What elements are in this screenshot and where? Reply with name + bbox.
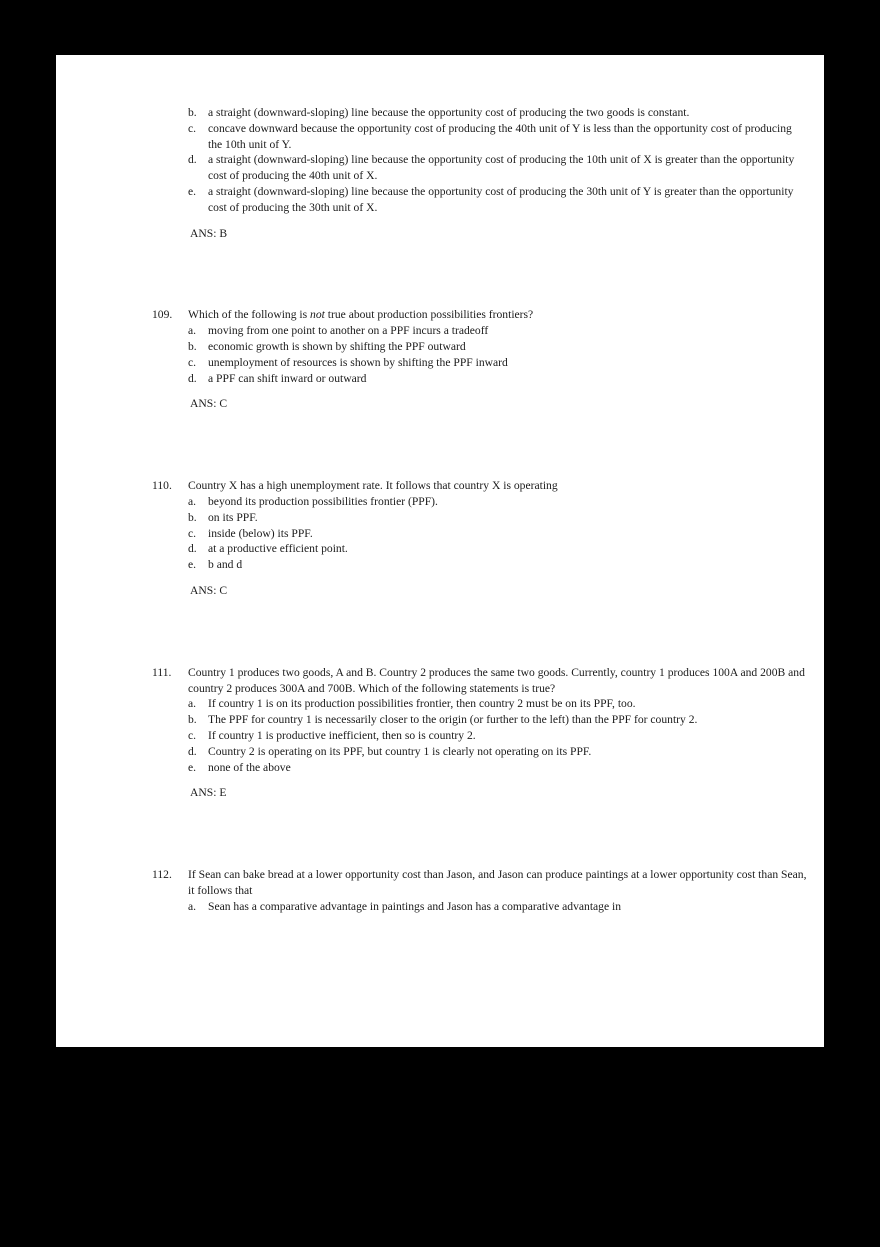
option-item[interactable] bbox=[188, 510, 808, 526]
option-item[interactable] bbox=[188, 121, 808, 153]
option-item[interactable] bbox=[188, 899, 808, 915]
question-number: 110. bbox=[152, 479, 172, 493]
question-number: 111. bbox=[152, 665, 172, 679]
block-gap bbox=[56, 599, 824, 632]
block-gap bbox=[56, 834, 824, 867]
question-row bbox=[56, 307, 824, 386]
question-block-110 bbox=[56, 478, 824, 599]
option-text: The PPF for country 1 is necessarily closer to the origin (or further to the left) than the PPF for country 2. bbox=[208, 713, 698, 727]
option-letter: c. bbox=[188, 121, 197, 135]
option-item[interactable] bbox=[188, 712, 808, 728]
option-text: If country 1 is on its production possibilities frontier, then country 2 must be on its PPF, too. bbox=[208, 697, 636, 711]
block-gap bbox=[56, 241, 824, 274]
option-text: a straight (downward-sloping) line because the opportunity cost of producing the 30th unit of Y is greater than the opportunity cost of producing the 30th unit of X. bbox=[208, 184, 794, 214]
question-body bbox=[188, 867, 824, 914]
stem-part-post: true about production possibilities frontiers? bbox=[324, 308, 534, 322]
option-text: b and d bbox=[208, 558, 243, 572]
option-text: beyond its production possibilities frontier (PPF). bbox=[208, 494, 438, 508]
block-gap bbox=[56, 274, 824, 307]
question-body bbox=[188, 307, 824, 386]
option-text: none of the above bbox=[208, 760, 291, 774]
option-letter: d. bbox=[188, 153, 197, 167]
option-text: unemployment of resources is shown by shifting the PPF inward bbox=[208, 355, 508, 369]
question-stem: If Sean can bake bread at a lower opportunity cost than Jason, and Jason can produce paintings at a lower opportunity cost than Sean, it follows that bbox=[188, 868, 807, 897]
block-gap bbox=[56, 445, 824, 478]
option-item[interactable] bbox=[188, 105, 808, 121]
option-item[interactable] bbox=[188, 371, 808, 387]
option-item[interactable] bbox=[188, 184, 808, 216]
option-text: a straight (downward-sloping) line because the opportunity cost of producing the 10th unit of X is greater than the opportunity cost of producing the 40th unit of X. bbox=[208, 153, 795, 183]
option-letter: a. bbox=[188, 899, 197, 913]
option-item[interactable] bbox=[188, 526, 808, 542]
option-letter: e. bbox=[188, 558, 197, 572]
question-row bbox=[56, 478, 824, 573]
answer-spacer bbox=[56, 573, 824, 583]
option-list bbox=[188, 105, 808, 216]
option-text: a PPF can shift inward or outward bbox=[208, 371, 367, 385]
option-letter: c. bbox=[188, 355, 197, 369]
option-text: a straight (downward-sloping) line because the opportunity cost of producing the two goods is constant. bbox=[208, 106, 690, 119]
option-list bbox=[188, 494, 808, 573]
stem-part-italic: not bbox=[310, 308, 325, 322]
option-item[interactable] bbox=[188, 323, 808, 339]
option-item[interactable] bbox=[188, 744, 808, 760]
option-letter: b. bbox=[188, 713, 197, 727]
question-number: 109. bbox=[152, 308, 173, 322]
option-text: economic growth is shown by shifting the PPF outward bbox=[208, 339, 466, 353]
question-body bbox=[188, 478, 824, 573]
option-text: at a productive efficient point. bbox=[208, 542, 348, 556]
option-list bbox=[188, 323, 808, 386]
answer-line: ANS: C bbox=[190, 583, 228, 597]
option-letter: b. bbox=[188, 339, 197, 353]
option-text: moving from one point to another on a PPF incurs a tradeoff bbox=[208, 324, 489, 338]
option-letter: d. bbox=[188, 744, 197, 758]
option-item[interactable] bbox=[188, 557, 808, 573]
option-text: If country 1 is productive inefficient, then so is country 2. bbox=[208, 728, 476, 742]
option-item[interactable] bbox=[188, 152, 808, 184]
question-stem bbox=[188, 307, 808, 323]
option-item[interactable] bbox=[188, 339, 808, 355]
block-gap bbox=[56, 632, 824, 665]
question-body bbox=[188, 105, 824, 216]
option-letter: a. bbox=[188, 494, 197, 508]
question-block-continued bbox=[56, 105, 824, 241]
option-item[interactable] bbox=[188, 355, 808, 371]
option-letter: b. bbox=[188, 106, 197, 119]
option-text: Sean has a comparative advantage in paintings and Jason has a comparative advantage in bbox=[208, 899, 622, 913]
option-letter: c. bbox=[188, 526, 197, 540]
option-item[interactable] bbox=[188, 728, 808, 744]
question-stem: Country 1 produces two goods, A and B. Country 2 produces the same two goods. Currently, country 1 produces 100A and 200B and country 2 produces 300A and 700B. Which of the following statements is true? bbox=[188, 665, 805, 695]
question-block-109 bbox=[56, 307, 824, 412]
question-row bbox=[56, 105, 824, 216]
stem-part-pre: Which of the following is bbox=[188, 308, 311, 322]
option-text: Country 2 is operating on its PPF, but country 1 is clearly not operating on its PPF. bbox=[208, 744, 592, 758]
option-letter: e. bbox=[188, 760, 197, 774]
option-text: on its PPF. bbox=[208, 510, 258, 524]
option-item[interactable] bbox=[188, 494, 808, 510]
option-list bbox=[188, 899, 808, 915]
answer-spacer bbox=[56, 386, 824, 396]
question-row bbox=[56, 665, 824, 776]
document-content bbox=[56, 55, 824, 915]
option-letter: d. bbox=[188, 371, 197, 385]
option-letter: a. bbox=[188, 697, 197, 711]
answer-spacer bbox=[56, 775, 824, 785]
question-number: 112. bbox=[152, 868, 172, 882]
block-gap bbox=[56, 412, 824, 445]
option-letter: e. bbox=[188, 184, 197, 198]
answer-spacer bbox=[56, 216, 824, 226]
option-letter: a. bbox=[188, 324, 197, 338]
page-top-margin bbox=[56, 55, 824, 105]
block-gap bbox=[56, 801, 824, 834]
question-stem: Country X has a high unemployment rate. It follows that country X is operating bbox=[188, 479, 558, 493]
document-page bbox=[56, 55, 824, 1047]
option-list bbox=[188, 696, 808, 775]
answer-line: ANS: B bbox=[190, 226, 228, 240]
question-block-111 bbox=[56, 665, 824, 801]
question-row bbox=[56, 867, 824, 914]
question-body bbox=[188, 665, 824, 776]
option-letter: c. bbox=[188, 728, 197, 742]
option-letter: d. bbox=[188, 542, 197, 556]
answer-line: ANS: E bbox=[190, 786, 227, 800]
option-letter: b. bbox=[188, 510, 197, 524]
answer-line: ANS: C bbox=[190, 397, 228, 411]
option-text: inside (below) its PPF. bbox=[208, 526, 313, 540]
question-block-112 bbox=[56, 867, 824, 914]
option-item[interactable] bbox=[188, 696, 808, 712]
option-item[interactable] bbox=[188, 760, 808, 776]
option-text: concave downward because the opportunity cost of producing the 40th unit of Y is less than the opportunity cost of producing the 10th unit of Y. bbox=[208, 121, 792, 151]
option-item[interactable] bbox=[188, 541, 808, 557]
